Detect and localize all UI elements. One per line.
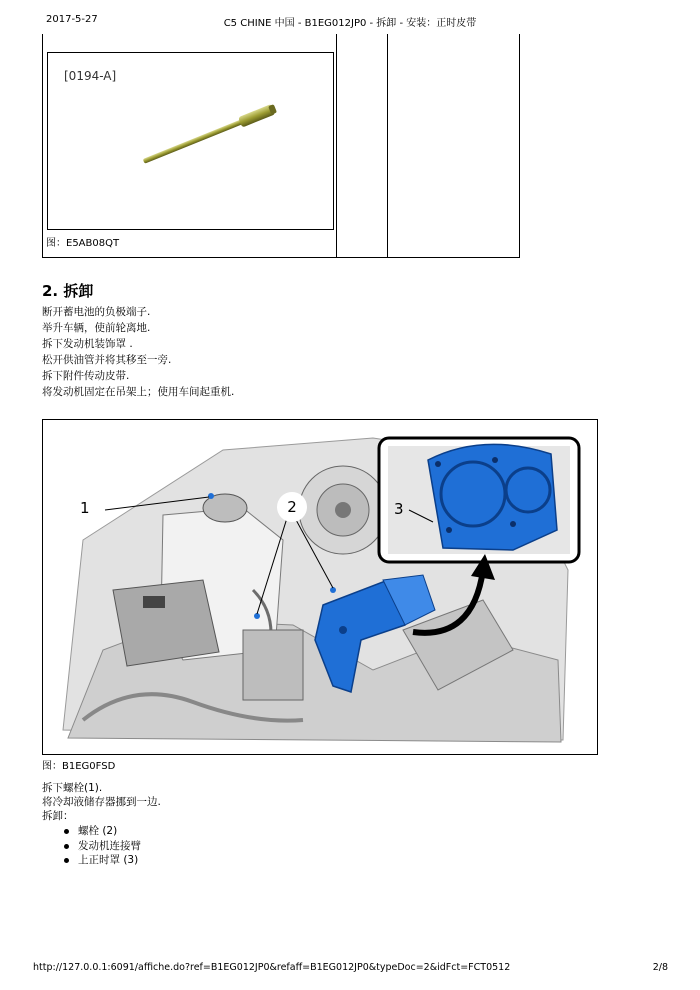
list-item: 上正时罩 (3) (64, 853, 141, 868)
tool-image-frame (47, 52, 334, 230)
tool-figure-caption: 图：E5AB08QT (46, 238, 120, 249)
step-item: 断开蓄电池的负极端子. (42, 306, 151, 318)
callout-2-label: 2 (287, 498, 297, 516)
callout-1: 1 (80, 499, 90, 517)
step-item: 举升车辆，使前轮离地. (42, 322, 151, 334)
tool-pin-illustration (48, 53, 333, 229)
callout-2 (277, 492, 307, 522)
step-item: 拆卸： (42, 810, 74, 822)
step-item: 拆下附件传动皮带. (42, 370, 130, 382)
step-item: 拆下发动机装饰罩 . (42, 338, 133, 350)
tool-code: [0194-A] (64, 69, 117, 83)
footer-page-number: 2/8 (652, 962, 668, 973)
removal-steps-2 (42, 781, 161, 823)
engine-figure (42, 419, 598, 755)
step-item: 拆下螺栓(1). (42, 782, 103, 794)
engine-bay-illustration (43, 420, 597, 754)
table-border-left (42, 34, 43, 258)
table-divider-1 (336, 34, 337, 258)
removal-steps (42, 304, 234, 400)
table-border-bottom (42, 257, 520, 258)
step-item: 将发动机固定在吊架上；使用车间起重机. (42, 386, 235, 398)
section-title: 2. 拆卸 (42, 282, 94, 300)
step-item: 松开供油管并将其移至一旁. (42, 354, 172, 366)
list-item: 螺栓 (2) (64, 824, 141, 839)
engine-figure-caption: 图：B1EG0FSD (42, 761, 116, 772)
tool-table (42, 34, 520, 258)
table-border-right (519, 34, 520, 258)
list-item: 发动机连接臂 (64, 839, 141, 854)
remove-items-list (64, 824, 141, 868)
step-item: 将冷却液储存器挪到一边. (42, 796, 161, 808)
header-date: 2017-5-27 (46, 14, 98, 25)
header-title: C5 CHINE 中国 - B1EG012JP0 - 拆卸 - 安装：正时皮带 (223, 18, 477, 29)
table-divider-2 (387, 34, 388, 258)
callout-3: 3 (394, 500, 404, 518)
footer-url: http://127.0.0.1:6091/affiche.do?ref=B1EG012JP0&refaff=B1EG012JP0&typeDoc=2&idFct=FCT0512 (33, 962, 511, 973)
